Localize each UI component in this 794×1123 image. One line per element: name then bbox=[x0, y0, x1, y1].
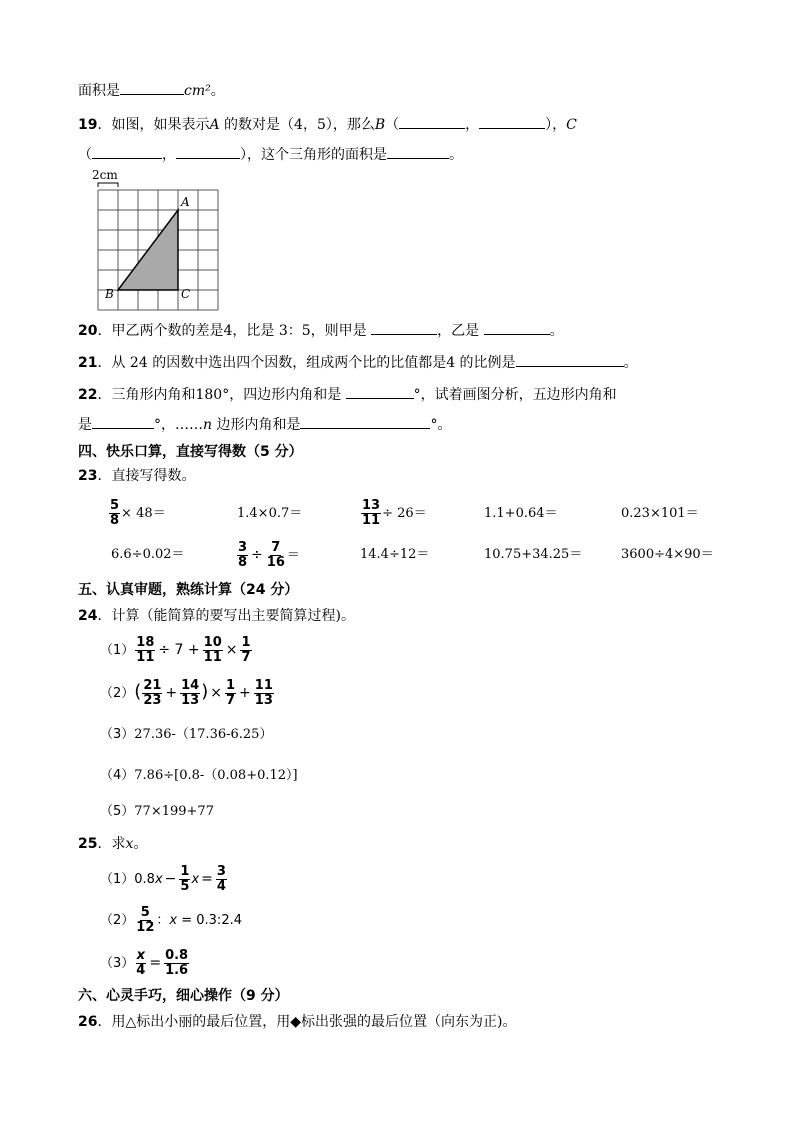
q25-item-3: （3） $\frac{x}{4}$ = $\frac{0.8}{1.6}$ bbox=[100, 948, 189, 978]
q24-item-3: （3）27.36-（17.36-6.25） bbox=[100, 727, 273, 742]
q26: 26．用△标出小丽的最后位置，用◆标出张强的最后位置（向东为正)。 bbox=[78, 1014, 517, 1030]
fraction: $\frac{13}{11}$ bbox=[362, 498, 381, 528]
q24-item-1: （1） $\frac{18}{11}$ ÷ 7 + $\frac{10}{11}$ × $\frac{1}{7}$ bbox=[100, 635, 251, 665]
point-c-label: C bbox=[181, 287, 191, 301]
q23-item-4: 1.1+0.64＝ bbox=[484, 506, 558, 521]
q22-line1: 22．三角形内角和180°，四边形内角和是 °，试着画图分析，五边形内角和 bbox=[78, 384, 617, 405]
fraction: $\frac{3}{8}$ bbox=[238, 540, 248, 570]
fraction: $\frac{7}{16}$ bbox=[266, 540, 285, 570]
q19-grid-figure bbox=[88, 166, 228, 316]
answer-blank[interactable] bbox=[399, 114, 465, 129]
answer-blank[interactable] bbox=[484, 320, 550, 335]
section-5-title: 五、认真审题，熟练计算（24 分） bbox=[78, 582, 299, 598]
point-a-label: A bbox=[181, 195, 190, 209]
scale-label: 2cm bbox=[92, 168, 118, 182]
answer-blank[interactable] bbox=[387, 144, 449, 159]
q24-item-4: （4）7.86÷[0.8-（0.08+0.12）] bbox=[100, 768, 298, 783]
scale-bracket bbox=[98, 183, 118, 187]
q25: 25．求x。 bbox=[78, 836, 148, 852]
q25-item-2: （2） $\frac{5}{12}$ ：x = 0.3:2.4 bbox=[100, 905, 242, 935]
answer-blank[interactable] bbox=[371, 320, 437, 335]
q22-line2: 是 °，……n 边形内角和是 °。 bbox=[78, 414, 451, 435]
answer-blank[interactable] bbox=[92, 144, 162, 159]
answer-blank[interactable] bbox=[176, 144, 240, 159]
q19-line1: 19．如图，如果表示A 的数对是（4，5），那么B（ ， ），C bbox=[78, 114, 577, 135]
q23-item-5: 0.23×101＝ bbox=[621, 506, 699, 521]
q23-item-1: $\frac{5}{8}$ × 48＝ bbox=[110, 498, 166, 528]
q25-item-1: （1）0.8x − $\frac{1}{5}$ x = $\frac{3}{4}$ bbox=[100, 864, 226, 894]
answer-blank[interactable] bbox=[516, 352, 624, 367]
answer-blank[interactable] bbox=[479, 114, 545, 129]
q23-item-7: $\frac{3}{8}$ ÷ $\frac{7}{16}$ ＝ bbox=[238, 540, 300, 570]
point-b-label: B bbox=[105, 287, 114, 301]
q24-item-2: （2）( $\frac{21}{23}$ + $\frac{14}{13}$ ) × $\frac{1}{7}$ + $\frac{11}{13}$ bbox=[100, 678, 273, 708]
q23-item-8: 14.4÷12＝ bbox=[360, 547, 430, 562]
q23: 23．直接写得数。 bbox=[78, 468, 196, 484]
answer-blank[interactable] bbox=[120, 80, 184, 95]
answer-blank[interactable] bbox=[300, 414, 430, 429]
q23-item-10: 3600÷4×90＝ bbox=[621, 547, 714, 562]
q21: 21．从 24 的因数中选出四个因数，组成两个比的比值都是4 的比例是 。 bbox=[78, 352, 638, 373]
section-6-title: 六、心灵手巧，细心操作（9 分） bbox=[78, 988, 289, 1004]
q24-item-5: （5）77×199+77 bbox=[100, 804, 214, 819]
q23-item-6: 6.6÷0.02＝ bbox=[111, 547, 185, 562]
q24: 24．计算（能简算的要写出主要简算过程)。 bbox=[78, 608, 355, 624]
section-4-title: 四、快乐口算，直接写得数（5 分） bbox=[78, 444, 303, 460]
q19-line2: （ ， ），这个三角形的面积是 。 bbox=[78, 144, 463, 165]
answer-blank[interactable] bbox=[92, 414, 154, 429]
q20: 20．甲乙两个数的差是4，比是 3：5，则甲是 ，乙是 。 bbox=[78, 320, 564, 341]
answer-blank[interactable] bbox=[346, 384, 414, 399]
q23-item-2: 1.4×0.7＝ bbox=[237, 506, 303, 521]
fraction: $\frac{5}{8}$ bbox=[110, 498, 120, 528]
q18-tail: 面积是 cm²。 bbox=[78, 80, 225, 101]
q23-item-9: 10.75+34.25＝ bbox=[484, 547, 583, 562]
q23-item-3: $\frac{13}{11}$ ÷ 26＝ bbox=[362, 498, 427, 528]
